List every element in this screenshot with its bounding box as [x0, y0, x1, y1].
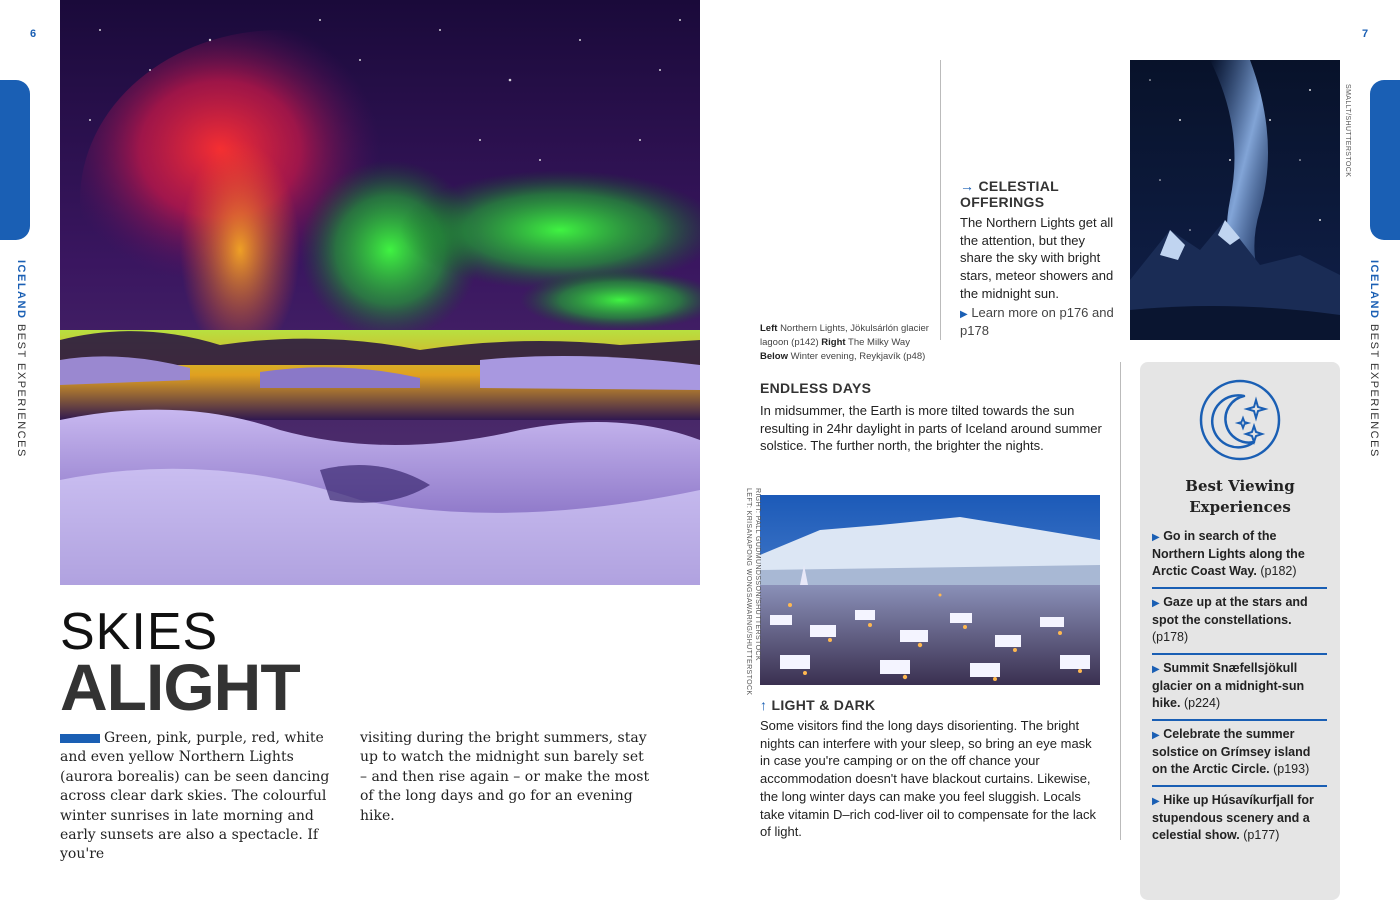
running-head-right	[1368, 260, 1380, 458]
intro-column-1	[60, 729, 345, 865]
sidebar-title-line1: Best Viewing	[1185, 477, 1295, 495]
intro-column-2: visiting during the bright summers, stay up to watch the midnight sun barely set – and then rise again – or make the most of the long days and go for an evening hike.	[360, 730, 650, 824]
triangle-right-icon: ▶	[960, 308, 968, 320]
caption-left-label: Left	[760, 323, 778, 334]
sidebar-title	[1140, 476, 1340, 518]
reykjavik-credits	[744, 488, 762, 696]
running-head-left	[15, 260, 27, 458]
running-head-country: ICELAND	[1368, 260, 1380, 320]
right-edge-tab	[1370, 80, 1400, 240]
light-dark-section	[760, 697, 1105, 841]
credit-left: LEFT: KRISANAPONG WONGSAWARNG/SHUTTERSTOCK	[745, 488, 752, 696]
list-item-text: Gaze up at the stars and spot the constellations.	[1152, 595, 1308, 627]
list-item	[1152, 787, 1327, 851]
celestial-heading-line1: CELESTIAL	[978, 178, 1059, 194]
column-divider-top	[940, 60, 941, 340]
list-item-ref: (p177)	[1243, 828, 1280, 842]
list-item-ref: (p178)	[1152, 630, 1189, 644]
list-item-ref: (p182)	[1260, 564, 1297, 578]
aurora-photo	[60, 0, 700, 585]
title-line1: SKIES	[60, 603, 219, 661]
triangle-right-icon: ▶	[1152, 532, 1160, 543]
sidebar-title-line2: Experiences	[1189, 498, 1291, 516]
milky-way-photo	[1130, 60, 1340, 340]
triangle-right-icon: ▶	[1152, 664, 1160, 675]
caption-right-label: Right	[821, 337, 846, 348]
light-dark-body: Some visitors find the long days disorienting. The bright nights can interfere with your sleep, so bring an eye mask in case you're camping or on the off chance your accommodation doesn't have blackout curtains. Likewise, the long winter days can make you feel sluggish. Locals take vitamin D–rich cod-liver oil to compensate for the lack of light.	[760, 718, 1096, 840]
celestial-body: The Northern Lights get all the attention, but they share the sky with bright stars, meteor showers and the midnight sun.	[960, 215, 1114, 301]
endless-days-body: In midsummer, the Earth is more tilted towards the sun resulting in 24hr daylight in parts of Iceland around summer solstice. The further north, the brighter the nights.	[760, 403, 1102, 454]
list-item	[1152, 589, 1327, 655]
moon-stars-icon	[1198, 378, 1282, 462]
triangle-right-icon: ▶	[1152, 598, 1160, 609]
celestial-link[interactable]	[960, 305, 1120, 339]
intro-text-1: Green, pink, purple, red, white and even yellow Northern Lights (aurora borealis) can be seen dancing across clear dark skies. The colourful winter sunrises in late morning and early sunsets are also a spectacle. If you're	[60, 730, 330, 863]
list-item-text: Hike up Húsavíkurfjall for stupendous scenery and a celestial show.	[1152, 793, 1314, 842]
list-item-ref: (p193)	[1273, 762, 1310, 776]
running-head-section: BEST EXPERIENCES	[1368, 323, 1380, 458]
triangle-right-icon: ▶	[1152, 796, 1160, 807]
list-item	[1152, 721, 1327, 787]
best-viewing-sidebar	[1140, 362, 1340, 900]
left-edge-tab	[0, 80, 30, 240]
list-item-text: Celebrate the summer solstice on Grímsey island on the Arctic Circle.	[1152, 727, 1311, 776]
celestial-heading-line2: OFFERINGS	[960, 194, 1045, 210]
triangle-right-icon: ▶	[1152, 730, 1160, 741]
reykjavik-photo	[760, 495, 1100, 685]
milky-way-credit: SMALLT/SHUTTERSTOCK	[1344, 84, 1351, 178]
running-head-country: ICELAND	[15, 260, 27, 320]
light-dark-heading	[760, 697, 1105, 713]
celestial-section	[960, 178, 1120, 339]
list-item	[1152, 523, 1327, 589]
caption-below-label: Below	[760, 351, 788, 362]
arrow-right-icon: →	[960, 178, 975, 194]
intro-accent-bar	[60, 734, 100, 743]
caption-below-text: Winter evening, Reykjavík (p48)	[790, 351, 926, 362]
list-item-text: Summit Snæfellsjökull glacier on a midnight-sun hike.	[1152, 661, 1305, 710]
celestial-link-text: Learn more on p176 and p178	[960, 304, 1114, 338]
list-item-ref: (p224)	[1183, 696, 1221, 710]
photo-caption	[760, 322, 935, 364]
endless-days-section	[760, 380, 1105, 455]
page-number-left: 6	[30, 28, 37, 40]
column-divider-right	[1120, 362, 1121, 840]
light-dark-heading-text: LIGHT & DARK	[771, 697, 876, 713]
arrow-up-icon: ↑	[760, 697, 768, 713]
credit-right: RIGHT: PALL GUDMUNDSSON/SHUTTERSTOCK	[754, 488, 761, 661]
endless-days-heading: ENDLESS DAYS	[760, 380, 872, 396]
title-line2: ALIGHT	[60, 650, 300, 724]
list-item	[1152, 655, 1327, 721]
sidebar-list	[1152, 523, 1327, 851]
celestial-heading	[960, 178, 1120, 210]
running-head-section: BEST EXPERIENCES	[15, 323, 27, 458]
caption-left-text: Northern Lights, Jökulsárlón glacier lagoon (p142)	[760, 323, 929, 348]
caption-right-text: The Milky Way	[848, 337, 910, 348]
list-item-text: Go in search of the Northern Lights along the Arctic Coast Way.	[1152, 529, 1305, 578]
page-number-right: 7	[1362, 28, 1369, 40]
